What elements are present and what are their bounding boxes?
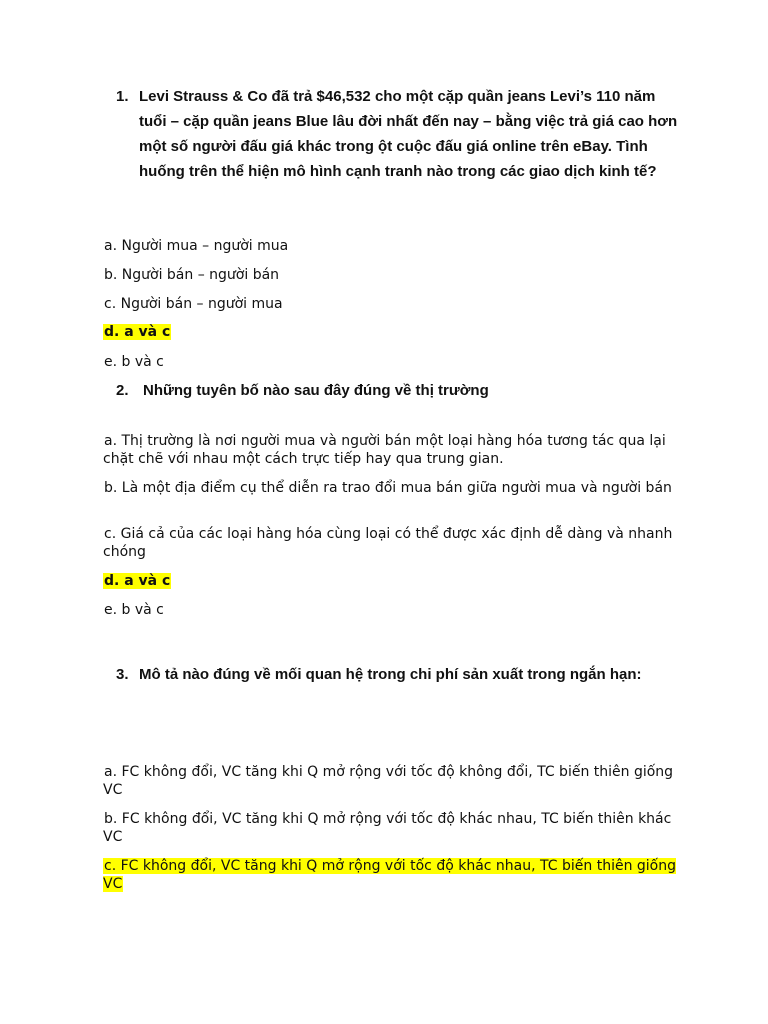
question-3	[116, 662, 686, 687]
question-2-option-e: e. b và c	[104, 602, 164, 618]
question-3-option-b: b. FC không đổi, VC tăng khi Q mở rộng với tốc độ khác nhau, TC biến thiên khác VC	[103, 811, 672, 845]
question-1-option-e: e. b và c	[104, 354, 164, 370]
question-1-option-c: c. Người bán – người mua	[104, 296, 283, 312]
question-2-option-d-answer: d. a và c	[104, 573, 171, 589]
question-2-number: 2.	[116, 382, 129, 399]
question-2-text: Những tuyên bố nào sau đây đúng về thị trường	[143, 382, 489, 399]
question-2-option-a: a. Thị trường là nơi người mua và người bán một loại hàng hóa tương tác qua lại chặt chẽ với nhau một cách trực tiếp hay qua trung gian.	[103, 433, 666, 467]
question-2-option-c: c. Giá cả của các loại hàng hóa cùng loại có thể được xác định dễ dàng và nhanh chóng	[103, 526, 673, 560]
question-2-option-b: b. Là một địa điểm cụ thể diễn ra trao đổi mua bán giữa người mua và người bán	[104, 480, 672, 496]
question-3-option-c-answer: c. FC không đổi, VC tăng khi Q mở rộng với tốc độ khác nhau, TC biến thiên giống VC	[103, 858, 676, 892]
question-1-option-d-answer: d. a và c	[104, 324, 171, 340]
question-1-text: Levi Strauss & Co đã trả $46,532 cho một cặp quần jeans Levi’s 110 năm tuổi – cặp quần jeans Blue lâu đời nhất đến nay – bằng việc trả giá cao hơn một số người đấu giá khác trong ột cuộc đấu giá online trên eBay. Tình huống trên thể hiện mô hình cạnh tranh nào trong các giao dịch kinh tế?	[139, 88, 678, 180]
question-1-option-a: a. Người mua – người mua	[104, 238, 289, 254]
question-1-number: 1.	[116, 88, 129, 105]
question-1-option-b: b. Người bán – người bán	[104, 267, 280, 283]
question-1	[116, 84, 686, 184]
question-3-option-a: a. FC không đổi, VC tăng khi Q mở rộng với tốc độ không đổi, TC biến thiên giống VC	[103, 764, 674, 798]
question-3-text: Mô tả nào đúng về mối quan hệ trong chi phí sản xuất trong ngắn hạn:	[139, 666, 642, 683]
question-3-number: 3.	[116, 666, 129, 683]
question-2	[116, 378, 686, 403]
